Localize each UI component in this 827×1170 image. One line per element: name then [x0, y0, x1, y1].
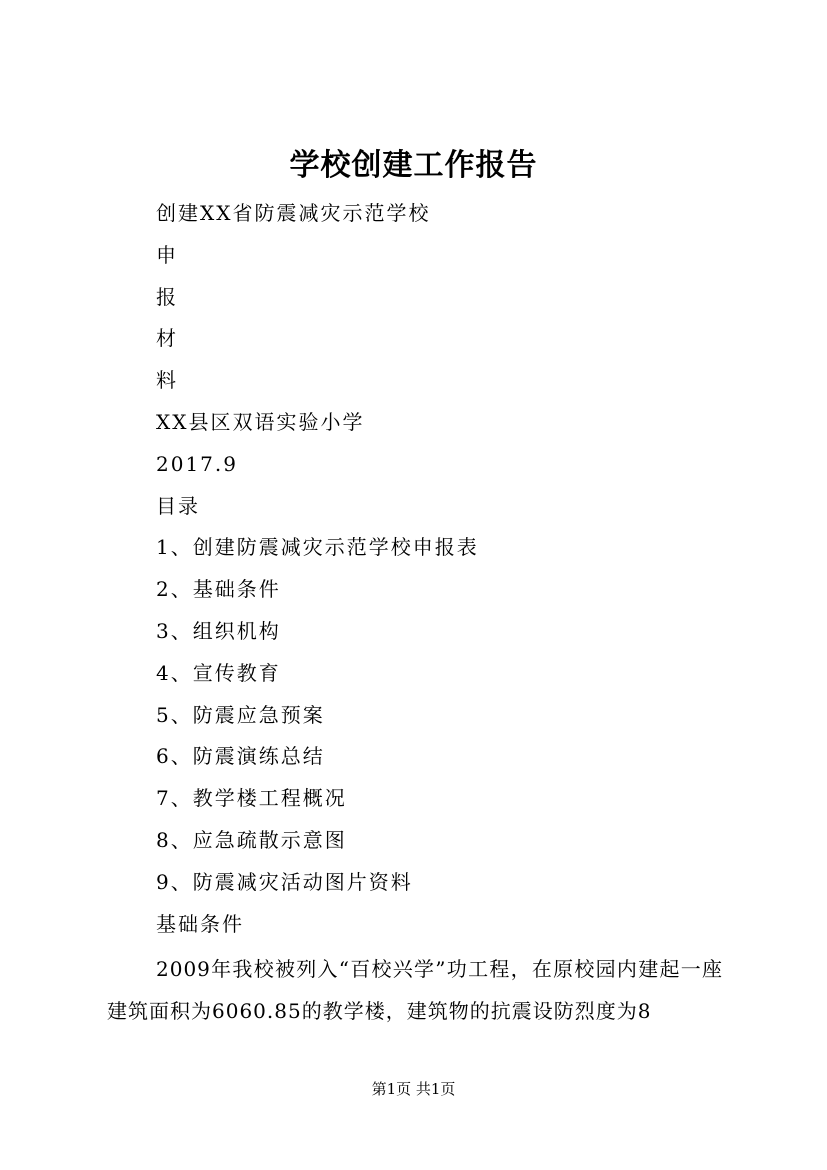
body-paragraph: 2009年我校被列入“百校兴学”功工程，在原校园内建起一座建筑面积为6060.85的教学楼，建筑物的抗震设防烈度为8 [107, 957, 723, 1023]
document-lines [156, 197, 479, 949]
vertical-char-line: 材 [156, 326, 178, 351]
document-title: 学校创建工作报告 [289, 148, 538, 183]
toc-heading: 目录 [156, 493, 200, 518]
vertical-char-line: 申 [156, 242, 178, 267]
document-date: 2017.9 [156, 451, 238, 476]
vertical-char-line: 报 [156, 284, 178, 309]
school-name: XX县区双语实验小学 [156, 409, 365, 434]
toc-item: 6、防震演练总结 [156, 744, 325, 769]
toc-item: 2、基础条件 [156, 577, 281, 602]
subtitle-line: 创建XX省防震减灾示范学校 [156, 201, 431, 225]
toc-item: 9、防震减灾活动图片资料 [156, 869, 413, 894]
toc-item: 7、教学楼工程概况 [156, 786, 347, 811]
section-heading: 基础条件 [156, 911, 244, 936]
vertical-char-line: 料 [156, 368, 178, 393]
toc-item: 5、防震应急预案 [156, 702, 325, 727]
toc-item: 4、宣传教育 [156, 660, 281, 685]
page-footer: 第1页 共1页 [371, 1080, 456, 1098]
toc-item: 3、组织机构 [156, 618, 281, 643]
toc-item: 8、应急疏散示意图 [156, 827, 347, 852]
toc-item: 1、创建防震减灾示范学校申报表 [156, 535, 479, 560]
